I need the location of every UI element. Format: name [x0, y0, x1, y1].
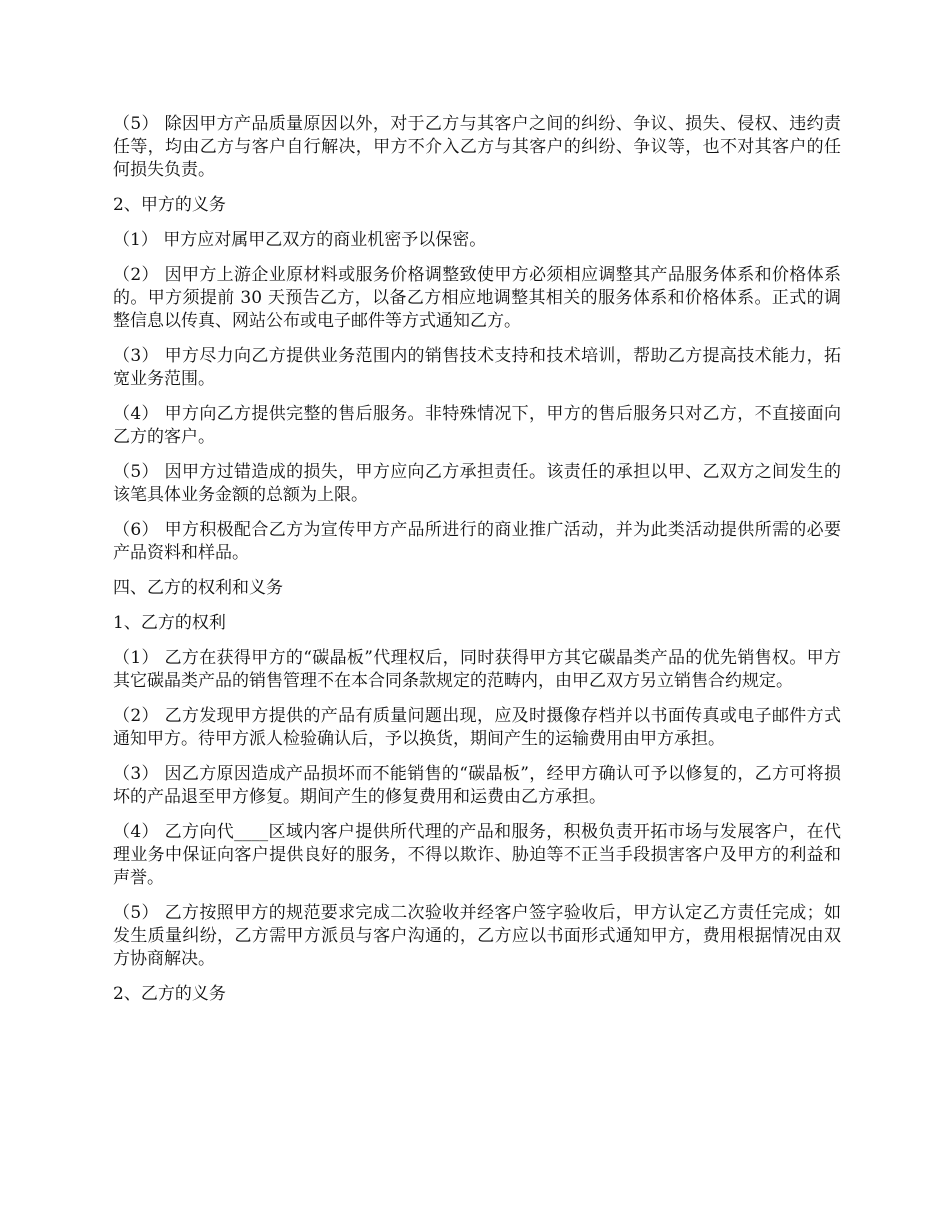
- heading-party-b-rights: 1、乙方的权利: [113, 613, 226, 633]
- paragraph-party-b-right-1: （1） 乙方在获得甲方的“碳晶板”代理权后，同时获得甲方其它碳晶类产品的优先销售权。甲方其它碳晶类产品的销售管理不在本合同条款规定的范畴内，由甲乙双方另立销售合约规定。: [113, 648, 841, 691]
- paragraph-party-a-obligation-4: （4） 甲方向乙方提供完整的售后服务。非特殊情况下，甲方的售后服务只对乙方，不直接面向乙方的客户。: [113, 404, 841, 447]
- paragraph-party-b-right-3: （3） 因乙方原因造成产品损坏而不能销售的“碳晶板”，经甲方确认可予以修复的，乙方可将损坏的产品退至甲方修复。期间产生的修复费用和运费由乙方承担。: [113, 764, 841, 807]
- paragraph-party-a-obligation-2: （2） 因甲方上游企业原材料或服务价格调整致使甲方必须相应调整其产品服务体系和价格体系的。甲方须提前 30 天预告乙方，以备乙方相应地调整其相关的服务体系和价格体系。正式的调整信息以传真、网站公布或电子邮件等方式通知乙方。: [113, 265, 841, 331]
- heading-party-a-obligations: 2、甲方的义务: [113, 195, 226, 215]
- paragraph-party-b-right-2: （2） 乙方发现甲方提供的产品有质量问题出现，应及时摄像存档并以书面传真或电子邮件方式通知甲方。待甲方派人检验确认后，予以换货，期间产生的运输费用由甲方承担。: [113, 706, 841, 749]
- paragraph-party-a-right-5: （5） 除因甲方产品质量原因以外，对于乙方与其客户之间的纠纷、争议、损失、侵权、违约责任等，均由乙方与客户自行解决，甲方不介入乙方与其客户的纠纷、争议等，也不对其客户的任何损失负责。: [113, 114, 841, 180]
- document-body: [113, 113, 841, 1018]
- paragraph-party-b-right-5: （5） 乙方按照甲方的规范要求完成二次验收并经客户签字验收后，甲方认定乙方责任完成；如发生质量纠纷，乙方需甲方派员与客户沟通的，乙方应以书面形式通知甲方，费用根据情况由双方协商解决。: [113, 903, 841, 969]
- paragraph-party-a-obligation-6: （6） 甲方积极配合乙方为宣传甲方产品所进行的商业推广活动，并为此类活动提供所需的必要产品资料和样品。: [113, 520, 841, 563]
- paragraph-party-a-obligation-3: （3） 甲方尽力向乙方提供业务范围内的销售技术支持和技术培训，帮助乙方提高技术能力，拓宽业务范围。: [113, 346, 841, 389]
- heading-section-four: 四、乙方的权利和义务: [113, 578, 283, 598]
- paragraph-party-b-right-4: （4） 乙方向代____区域内客户提供所代理的产品和服务，积极负责开拓市场与发展客户，在代理业务中保证向客户提供良好的服务，不得以欺诈、胁迫等不正当手段损害客户及甲方的利益和声誉。: [113, 822, 841, 888]
- paragraph-party-a-obligation-5: （5） 因甲方过错造成的损失，甲方应向乙方承担责任。该责任的承担以甲、乙双方之间发生的该笔具体业务金额的总额为上限。: [113, 462, 841, 505]
- paragraph-party-a-obligation-1: （1） 甲方应对属甲乙双方的商业机密予以保密。: [113, 230, 487, 250]
- heading-party-b-obligations: 2、乙方的义务: [113, 984, 226, 1004]
